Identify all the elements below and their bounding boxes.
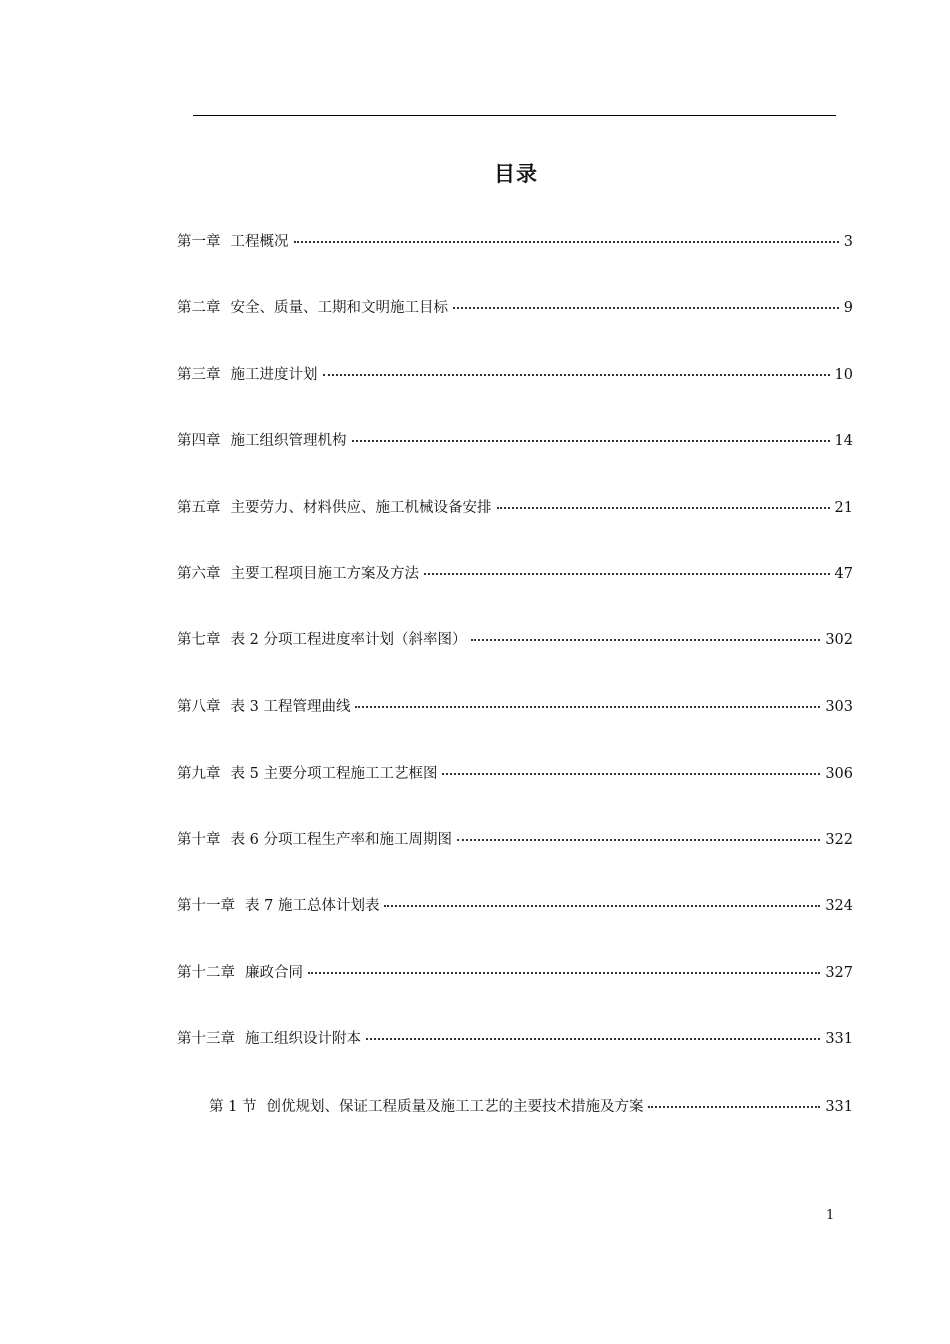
header-rule: [193, 115, 836, 116]
toc-entry-number: 第五章: [177, 500, 221, 516]
toc-entry-ch11[interactable]: [177, 894, 853, 916]
toc-entry-number: 第四章: [177, 433, 221, 449]
toc-entry-page: 303: [825, 699, 853, 715]
toc-entry-title: 施工组织设计附本: [245, 1031, 361, 1047]
toc-entry-page: 21: [834, 500, 853, 516]
toc-entry-number: 第一章: [177, 234, 221, 250]
toc-entry-page: 324: [825, 898, 853, 914]
toc-entry-page: 14: [834, 433, 853, 449]
toc-entry-title: 廉政合同: [245, 965, 303, 981]
toc-entry-number: 第十三章: [177, 1031, 235, 1047]
toc-leader-dots: [648, 1106, 820, 1108]
toc-entry-title: 主要劳力、材料供应、施工机械设备安排: [230, 500, 492, 516]
toc-entry-title: 安全、质量、工期和文明施工目标: [230, 300, 448, 316]
toc-entry-ch8[interactable]: [177, 695, 853, 717]
toc-entry-number: 第二章: [177, 300, 221, 316]
toc-leader-dots: [355, 706, 820, 708]
toc-leader-dots: [442, 773, 820, 775]
toc-entry-number: 第三章: [177, 367, 221, 383]
toc-leader-dots: [366, 1038, 820, 1040]
toc-leader-dots: [308, 972, 820, 974]
toc-leader-dots: [424, 573, 830, 575]
toc-entry-sec1[interactable]: [209, 1095, 853, 1117]
toc-leader-dots: [384, 905, 820, 907]
toc-leader-dots: [457, 839, 820, 841]
toc-entry-page: 306: [825, 766, 853, 782]
toc-entry-title: 施工组织管理机构: [230, 433, 347, 449]
toc-entry-number: 第六章: [177, 566, 221, 582]
toc-entry-ch2[interactable]: [177, 296, 853, 318]
toc-title: 目录: [494, 162, 538, 186]
toc-entry-page: 9: [843, 300, 853, 316]
toc-entry-title: 主要工程项目施工方案及方法: [230, 566, 419, 582]
toc-entry-number: 第 1 节: [209, 1099, 257, 1115]
toc-entry-ch12[interactable]: [177, 961, 853, 983]
toc-entry-page: 322: [825, 832, 853, 848]
toc-entry-title: 表 2 分项工程进度率计划（斜率图）: [230, 632, 467, 648]
toc-leader-dots: [323, 374, 830, 376]
toc-entry-number: 第八章: [177, 699, 221, 715]
toc-entry-title: 表 3 工程管理曲线: [230, 699, 351, 715]
toc-entry-page: 3: [843, 234, 853, 250]
toc-entry-page: 47: [834, 566, 853, 582]
toc-entry-title: 表 6 分项工程生产率和施工周期图: [230, 832, 452, 848]
toc-entry-number: 第七章: [177, 632, 221, 648]
toc-leader-dots: [294, 241, 839, 243]
toc-entry-page: 302: [825, 632, 853, 648]
toc-entry-ch1[interactable]: [177, 230, 853, 252]
toc-entry-ch10[interactable]: [177, 828, 853, 850]
toc-entry-ch4[interactable]: [177, 429, 853, 451]
toc-entry-title: 施工进度计划: [230, 367, 318, 383]
toc-entry-ch5[interactable]: [177, 496, 853, 518]
toc-entry-title: 创优规划、保证工程质量及施工工艺的主要技术措施及方案: [266, 1099, 644, 1115]
toc-entry-number: 第十章: [177, 832, 221, 848]
toc-entry-title: 工程概况: [230, 234, 289, 250]
toc-leader-dots: [497, 507, 830, 509]
toc-entry-page: 10: [834, 367, 853, 383]
toc-leader-dots: [352, 440, 830, 442]
toc-entry-ch9[interactable]: [177, 762, 853, 784]
page-number: 1: [826, 1208, 835, 1223]
toc-leader-dots: [453, 307, 839, 309]
toc-entry-title: 表 5 主要分项工程施工工艺框图: [230, 766, 438, 782]
toc-entry-number: 第九章: [177, 766, 221, 782]
toc-entry-ch3[interactable]: [177, 363, 853, 385]
toc-entry-page: 331: [825, 1031, 853, 1047]
toc-entry-number: 第十二章: [177, 965, 235, 981]
toc-leader-dots: [471, 639, 820, 641]
toc-entry-ch6[interactable]: [177, 562, 853, 584]
toc-entry-ch7[interactable]: [177, 628, 853, 650]
toc-entry-number: 第十一章: [177, 898, 235, 914]
toc-entry-page: 327: [825, 965, 853, 981]
toc-entry-ch13[interactable]: [177, 1027, 853, 1049]
toc-entry-page: 331: [825, 1099, 853, 1115]
toc-entry-title: 表 7 施工总体计划表: [245, 898, 380, 914]
